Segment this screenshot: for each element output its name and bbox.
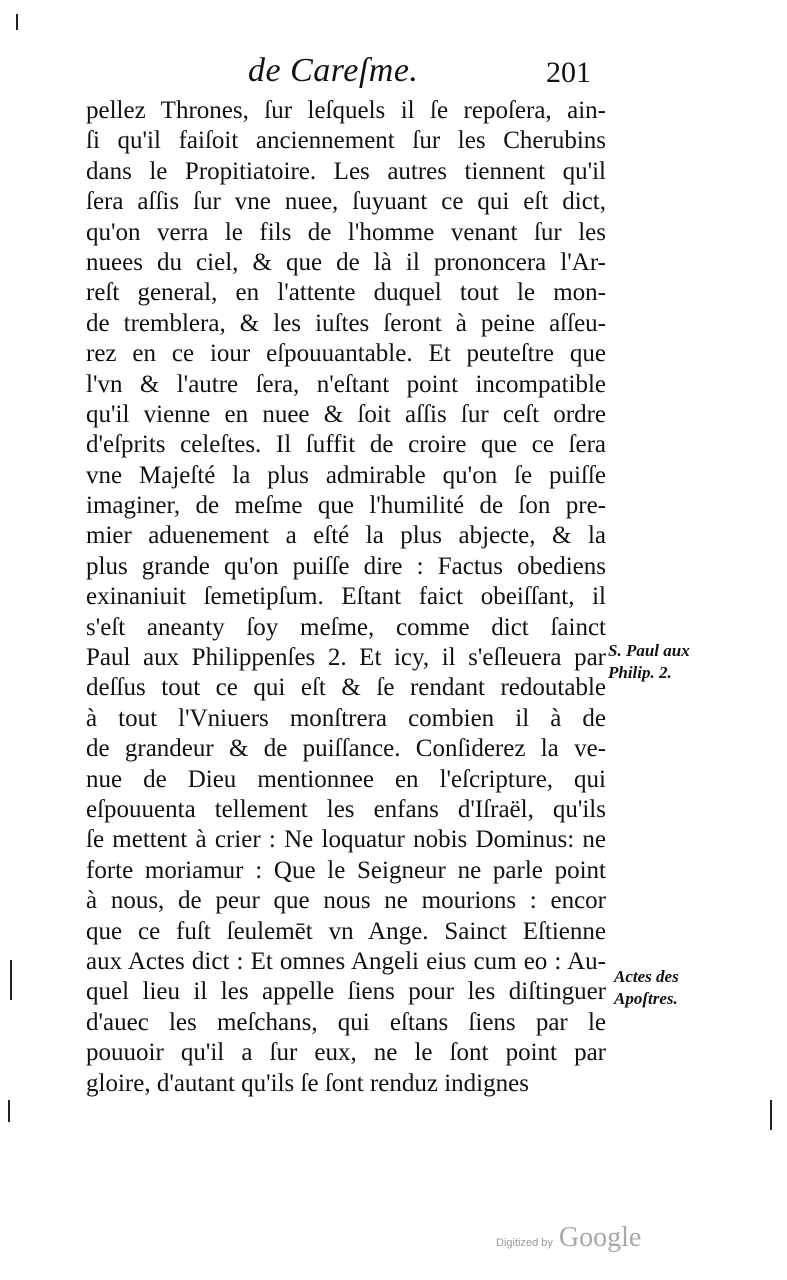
text-line: imaginer, de meſme que l'humilité de ſon pre-	[86, 492, 606, 520]
text-line: vne Majeſté la plus admirable qu'on ſe puiſſe	[86, 461, 606, 489]
text-line: plus grande qu'on puiſſe dire : Factus obediens	[86, 552, 606, 580]
text-line: qu'il vienne en nuee & ſoit aſſis ſur ceſt ordre	[86, 400, 606, 428]
text-line: ſera aſſis ſur vne nuee, ſuyuant ce qui eſt dict,	[86, 188, 606, 216]
text-line: que ce fuſt ſeulemēt vn Ange. Sainct Eſtienne	[86, 917, 606, 945]
text-line: Paul aux Philippenſes 2. Et icy, il s'eſleuera par	[86, 644, 606, 672]
text-line: aux Actes dict : Et omnes Angeli eius cum eo : Au-	[86, 947, 606, 975]
text-line: de tremblera, & les iuſtes ſeront à peine aſſeu-	[86, 309, 606, 337]
text-line: reſt general, en l'attente duquel tout le mon-	[86, 279, 606, 307]
text-line: pouuoir qu'il a ſur eux, ne le ſont point par	[86, 1039, 606, 1067]
margin-note-actes	[614, 966, 679, 1010]
text-line: ſi qu'il faiſoit anciennement ſur les Cherubins	[86, 127, 606, 155]
text-line: mier aduenement a eſté la plus abjecte, & la	[86, 522, 606, 550]
scan-speck	[10, 960, 12, 1000]
text-line: ſe mettent à crier : Ne loquatur nobis Dominus: ne	[86, 826, 606, 854]
text-line: à tout l'Vniuers monſtrera combien il à de	[86, 704, 606, 732]
margin-note-line: Actes des	[614, 967, 679, 986]
text-line: quel lieu il les appelle ſiens pour les diſtinguer	[86, 978, 606, 1006]
text-line: deſſus tout ce qui eſt & ſe rendant redoutable	[86, 674, 606, 702]
text-line: forte moriamur : Que le Seigneur ne parle point	[86, 856, 606, 884]
watermark-caption: Digitized by	[496, 1237, 553, 1249]
text-line: l'vn & l'autre ſera, n'eſtant point incompatible	[86, 370, 606, 398]
text-line: pellez Thrones, ſur leſquels il ſe repoſera, ain-	[86, 97, 606, 124]
scan-speck	[770, 1100, 772, 1130]
text-line: nue de Dieu mentionnee en l'eſcripture, qui	[86, 765, 606, 793]
margin-note-line: S. Paul aux	[608, 641, 690, 660]
scan-speck	[8, 1100, 10, 1122]
text-line: à nous, de peur que nous ne mourions : encor	[86, 887, 606, 915]
text-line: gloire, d'autant qu'ils ſe ſont renduz indignes	[86, 1069, 529, 1097]
running-head: de Careſme.	[248, 52, 419, 89]
google-logo: Google	[558, 1222, 642, 1253]
text-line: d'eſprits celeſtes. Il ſuffit de croire que ce ſera	[86, 431, 606, 459]
text-line: d'auec les meſchans, qui eſtans ſiens par le	[86, 1008, 606, 1036]
margin-note-line: Apoſtres.	[614, 989, 678, 1008]
scan-speck	[16, 14, 18, 30]
text-line: exinaniuit ſemetipſum. Eſtant faict obeiſſant, il	[86, 583, 606, 611]
digitized-watermark	[496, 1222, 641, 1254]
margin-note-paul	[608, 640, 690, 684]
text-line: qu'on verra le fils de l'homme venant ſur les	[86, 218, 606, 246]
page-number: 201	[546, 56, 591, 89]
margin-note-line: Philip. 2.	[608, 663, 672, 682]
text-line: dans le Propitiatoire. Les autres tiennent qu'il	[86, 157, 606, 185]
text-line: eſpouuenta tellement les enfans d'Iſraël, qu'ils	[86, 795, 606, 823]
text-line: rez en ce iour eſpouuantable. Et peuteſtre que	[86, 340, 606, 368]
body-text	[86, 96, 606, 1099]
text-line: nuees du ciel, & que de là il prononcera l'Ar-	[86, 248, 606, 276]
text-line: de grandeur & de puiſſance. Conſiderez la ve-	[86, 735, 606, 763]
text-line: s'eſt aneanty ſoy meſme, comme dict ſainct	[86, 613, 606, 641]
